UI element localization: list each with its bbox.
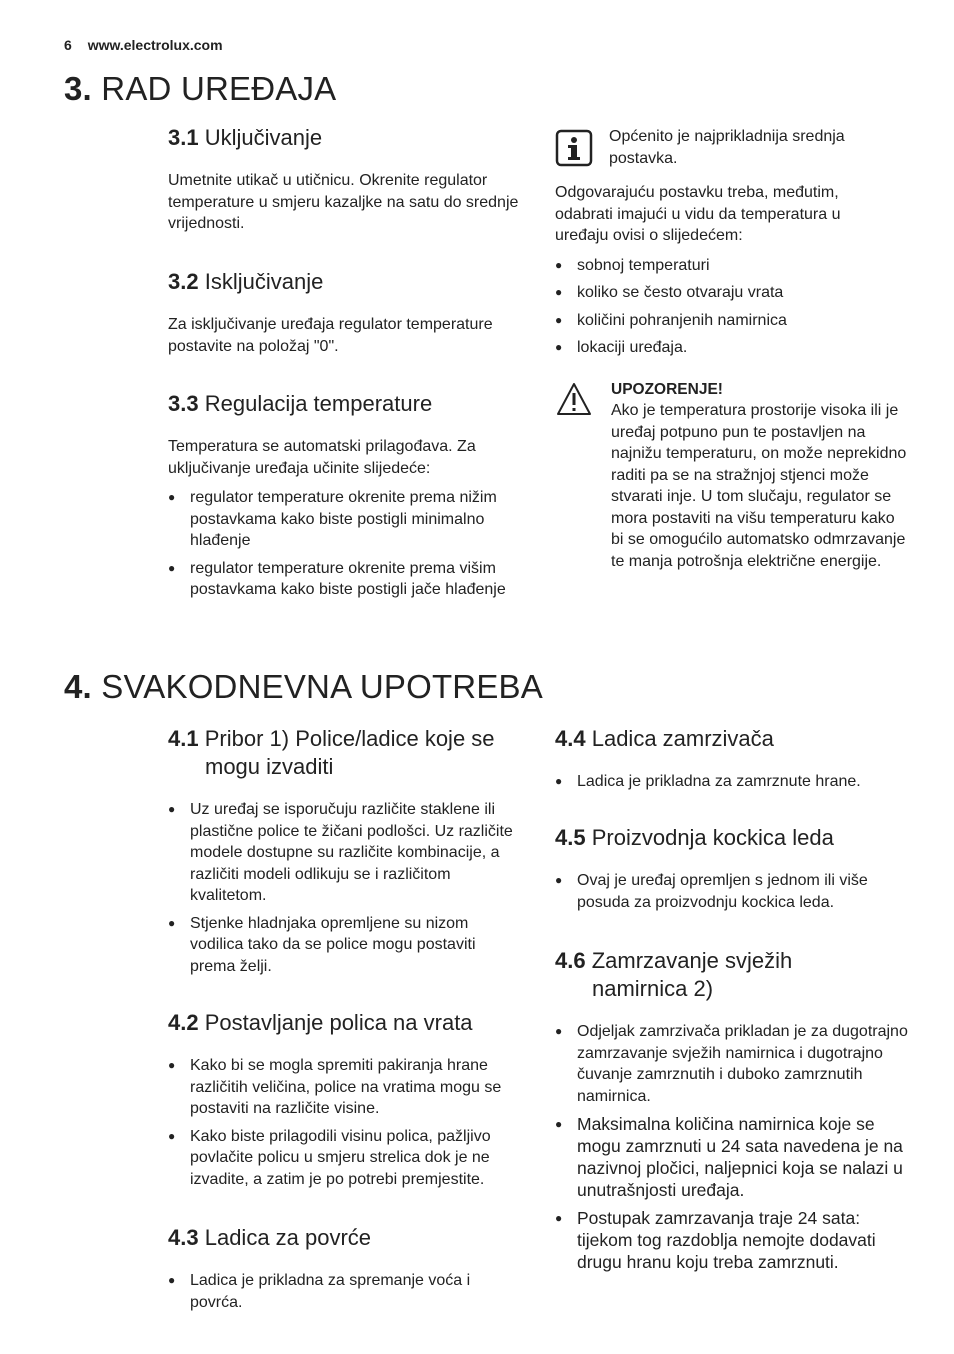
- list-item: ● Odjeljak zamrzivača prikladan je za dugotrajno zamrzavanje svježih namirnica i dugotrajno čuvanje zamrznutih i duboko zamrznutih namirnica.: [555, 1021, 910, 1107]
- section-4-1: [168, 725, 518, 983]
- section-4-6-list: [555, 1021, 910, 1107]
- list-item: ● lokaciji uređaja.: [555, 337, 895, 359]
- warning-icon: [555, 381, 593, 422]
- page-number: 6: [64, 37, 72, 53]
- setting-list: [555, 255, 895, 359]
- page-header: [64, 37, 223, 53]
- list-item: ● Kako biste prilagodili visinu polica, pažljivo povlačite policu u smjeru strelica dok je ne izvadite, a zatim je po potrebi premjestite.: [168, 1126, 523, 1191]
- section-4-1-heading: 4.1 Pribor 1) Police/ladice koje se mogu izvaditi: [168, 726, 495, 779]
- chapter-3-title-text: RAD UREĐAJA: [101, 70, 337, 107]
- section-3-2-text: Za isključivanje uređaja regulator temperature postavite na položaj "0".: [168, 316, 493, 355]
- warning-text: Ako je temperatura prostorije visoka ili je uređaj potpuno pun te postavljen na najnižu temperaturu, on može neprekidno raditi pa se na stražnjoj stjenci može stvarati inje. U tom slučaju, regulator se mora postaviti na višu temperaturu kako bi se omogućilo automatsko odmrzavanje te manja potrošnja električne energije.: [611, 402, 907, 570]
- setting-text: Odgovarajuću postavku treba, međutim, odabrati imajući u vidu da temperatura u uređaju ovisi o slijedećem:: [555, 184, 841, 244]
- section-3-3-list: [168, 487, 528, 601]
- list-item: ● koliko se često otvaraju vrata: [555, 282, 895, 304]
- info-text: Općenito je najprikladnija srednja postavka.: [609, 128, 845, 167]
- list-item: ● Ladica je prikladna za spremanje voća i povrća.: [168, 1270, 518, 1313]
- section-3-1-text: Umetnite utikač u utičnicu. Okrenite regulator temperature u smjeru kazaljke na satu do srednje vrijednosti.: [168, 172, 519, 232]
- list-item: ● regulator temperature okrenite prema višim postavkama kako biste postigli jače hlađenje: [168, 558, 528, 601]
- chapter-3-title: [64, 70, 336, 108]
- section-4-4-list: [555, 771, 905, 793]
- section-4-2: [168, 1009, 523, 1196]
- chapter-4-title: [64, 668, 543, 706]
- section-4-2-list: [168, 1055, 523, 1190]
- section-4-6-heading: 4.6 Zamrzavanje svježih namirnica 2): [555, 948, 793, 1001]
- section-4-6: [555, 947, 910, 1279]
- warning-title: UPOZORENJE!: [611, 381, 723, 398]
- warning-note: [555, 379, 915, 572]
- section-3-3: [168, 390, 528, 607]
- chapter-4-number: 4.: [64, 668, 92, 705]
- section-4-3: [168, 1224, 518, 1319]
- section-3-3-heading: 3.3 Regulacija temperature: [168, 391, 433, 416]
- info-icon: [555, 129, 593, 172]
- section-3-3-text: Temperatura se automatski prilagođava. Za uključivanje uređaja učinite slijedeće:: [168, 438, 476, 477]
- section-4-4-heading: 4.4 Ladica zamrzivača: [555, 726, 774, 751]
- list-item: ● Uz uređaj se isporučuju različite staklene ili plastične police te žičani podlošci. Uz različite modele dostupne su različite kombinacije, a različiti modeli odlikuju se i različitom kvalitetom.: [168, 799, 518, 907]
- list-item: ● Postupak zamrzavanja traje 24 sata: tijekom tog razdoblja nemojte dodavati drugu hranu koju treba zamrznuti.: [555, 1207, 910, 1273]
- section-4-5: [555, 824, 905, 919]
- list-item: ● regulator temperature okrenite prema nižim postavkama kako biste postigli minimalno hlađenje: [168, 487, 528, 552]
- list-item: ● sobnoj temperaturi: [555, 255, 895, 277]
- section-4-4: [555, 725, 905, 799]
- list-item: ● Kako bi se mogla spremiti pakiranja hrane različitih veličina, police na vratima mogu se postaviti na različite visine.: [168, 1055, 523, 1120]
- section-4-2-heading: 4.2 Postavljanje polica na vrata: [168, 1010, 473, 1035]
- info-note: [555, 126, 905, 169]
- website-link[interactable]: www.electrolux.com: [87, 37, 223, 53]
- setting-section: [555, 182, 895, 365]
- section-4-5-list: [555, 870, 905, 913]
- list-item: ● Ladica je prikladna za zamrznute hrane.: [555, 771, 905, 793]
- chapter-3-number: 3.: [64, 70, 92, 107]
- list-item: ● količini pohranjenih namirnica: [555, 310, 895, 332]
- chapter-4-title-text: SVAKODNEVNA UPOTREBA: [101, 668, 543, 705]
- section-4-5-heading: 4.5 Proizvodnja kockica leda: [555, 825, 834, 850]
- section-4-3-list: [168, 1270, 518, 1313]
- list-item: ● Maksimalna količina namirnica koje se mogu zamrznuti u 24 sata navedena je na nazivnoj pločici, naljepnici koja se nalazi u unutrašnjosti uređaja.: [555, 1113, 910, 1201]
- list-item: ● Ovaj je uređaj opremljen s jednom ili više posuda za proizvodnju kockica leda.: [555, 870, 905, 913]
- section-4-1-list: [168, 799, 518, 977]
- section-3-1-heading: 3.1 Uključivanje: [168, 125, 323, 150]
- section-3-2: [168, 268, 528, 357]
- section-4-3-heading: 4.3 Ladica za povrće: [168, 1225, 372, 1250]
- section-3-2-heading: 3.2 Isključivanje: [168, 269, 324, 294]
- list-item: ● Stjenke hladnjaka opremljene su nizom vodilica tako da se police mogu postaviti prema želji.: [168, 913, 518, 978]
- section-3-1: [168, 124, 528, 235]
- section-4-6-list-large: [555, 1113, 910, 1273]
